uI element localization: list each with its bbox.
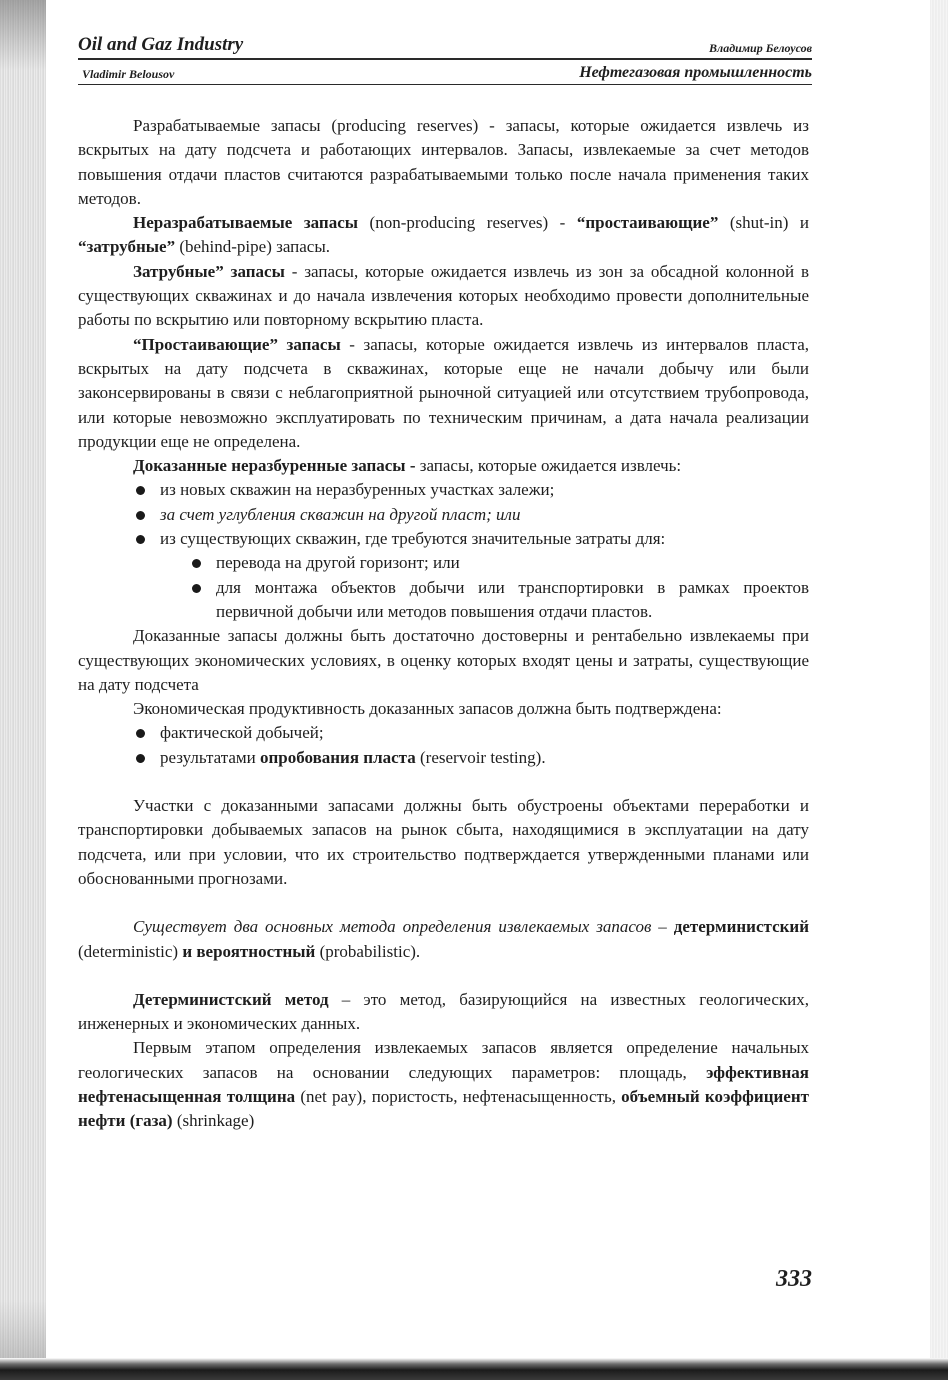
paragraph-deterministic-method: Детерминистский метод – это метод, базирующийся на известных геологических, инженерных и экономических данных.: [78, 989, 809, 1034]
bullet-list-confirmation: [78, 721, 809, 770]
list-item: для монтажа объектов добычи или транспортировки в рамках проектов первичной добычи или методов повышения отдачи пластов.: [78, 576, 809, 625]
term-net-pay: эффективная нефтенасыщенная толщина: [78, 1062, 809, 1106]
bullet-icon: [136, 486, 145, 495]
list-item: фактической добычей;: [78, 721, 809, 745]
term-deterministic: детерминистский: [673, 917, 810, 937]
paragraph-facilities: Участки с доказанными запасами должны быть обустроены объектами переработки и транспортировки добываемых запасов на рынок сбыта, находящимися в эксплуатации на дату подсчета, или при условии, что их строительство подтверждается утвержденными планами или обоснованными прогнозами.: [78, 796, 809, 888]
paragraph-behind-pipe: Затрубные” запасы - запасы, которые ожидается извлечь из зон за обсадной колонной в существующих скважинах и до начала извлечения которых необходимо провести дополнительные работы по вскрытию или повторному вскрытию пласта.: [78, 261, 809, 330]
term-behind-pipe: “затрубные”: [78, 237, 176, 257]
scan-shadow-right: [930, 0, 948, 1380]
term-deterministic-method: Детерминистский метод: [133, 989, 329, 1009]
paragraph-producing-reserves: Разрабатываемые запасы (producing reserves) - запасы, которые ожидается извлечь из вскрытых на дату подсчета и работающих интервалов. Запасы, извлекаемые за счет методов повышения отдачи пластов считаются разрабатываемыми только после начала применения таких методов.: [78, 116, 809, 208]
paragraph-economic-productivity: Экономическая продуктивность доказанных запасов должна быть подтверждена:: [133, 699, 722, 719]
term-behind-pipe-reserves: Затрубные” запасы: [133, 261, 285, 281]
body-text: [78, 114, 809, 1134]
paragraph-non-producing: Неразрабатываемые запасы (non-producing reserves) - “простаивающие” (shut-in) и “затрубные” (behind-pipe) запасы.: [78, 213, 809, 257]
paragraph-first-stage: Первым этапом определения извлекаемых запасов является определение начальных геологических запасов на основании следующих параметров: площадь, эффективная нефтенасыщенная толщина (net pay), пористость, нефтенасыщенность, объемный коэффициент нефти (газа) (shrinkage): [78, 1038, 809, 1131]
paragraph-proved-undeveloped: Доказанные неразбуренные запасы - запасы, которые ожидается извлечь:: [133, 456, 682, 476]
list-item: из новых скважин на неразбуренных участках залежи;: [78, 478, 809, 502]
header-title-en: Oil and Gaz Industry: [78, 34, 244, 55]
spacer: [78, 891, 809, 915]
page-number: 333: [776, 1266, 812, 1292]
scan-shadow-bottom: [0, 1358, 948, 1380]
term-reservoir-testing: опробования пласта: [259, 747, 416, 767]
scan-shadow-left: [0, 0, 46, 1380]
running-header-top: [78, 32, 812, 60]
bullet-list-undeveloped: [78, 478, 809, 551]
list-item: из существующих скважин, где требуются значительные затраты для:: [78, 527, 809, 551]
paragraph-shut-in: “Простаивающие” запасы - запасы, которые ожидается извлечь из интервалов пласта, вскрытых на дату подсчета в скважинах, которые еще не начали добычу или были законсервированы в связи с неблагоприятной рыночной ситуацией или отсутствием трубопровода, или которые невозможно эксплуатировать по техническим причинам, а дата начала реализации продукции еще не определена.: [78, 334, 809, 451]
bullet-icon: [192, 559, 201, 568]
term-shrinkage: объемный коэффициент нефти (газа): [78, 1086, 809, 1131]
paragraph-proved-reliable: Доказанные запасы должны быть достаточно достоверны и рентабельно извлекаемы при существующих экономических условиях, в оценку которых входят цены и затраты, существующие на дату подсчета: [78, 626, 809, 694]
running-header-bottom: [78, 60, 812, 85]
list-item: перевода на другой горизонт; или: [78, 551, 809, 575]
bullet-icon: [136, 729, 145, 738]
spacer: [78, 964, 809, 988]
sub-bullet-list: [78, 551, 809, 624]
header-author-en: Vladimir Belousov: [82, 67, 175, 81]
list-item: за счет углубления скважин на другой пласт; или: [78, 503, 809, 527]
term-non-producing: Неразрабатываемые запасы: [133, 213, 359, 233]
term-shut-in-reserves: “Простаивающие” запасы: [133, 334, 341, 354]
bullet-icon: [136, 535, 145, 544]
header-author-ru: Владимир Белоусов: [709, 41, 812, 55]
header-title-ru: Нефтегазовая промышленность: [579, 64, 812, 81]
term-probabilistic: и вероятностный: [182, 941, 316, 961]
bullet-icon: [192, 584, 201, 593]
bullet-icon: [136, 754, 145, 763]
term-proved-undeveloped: Доказанные неразбуренные запасы -: [133, 456, 416, 476]
spacer: [78, 770, 809, 794]
paragraph-two-methods: Существует два основных метода определения извлекаемых запасов – детерминистский (deterministic) и вероятностный (probabilistic).: [78, 917, 810, 961]
list-item: результатами опробования пласта (reservoir testing).: [78, 746, 809, 770]
term-shut-in: “простаивающие”: [576, 213, 719, 233]
bullet-icon: [136, 511, 145, 520]
